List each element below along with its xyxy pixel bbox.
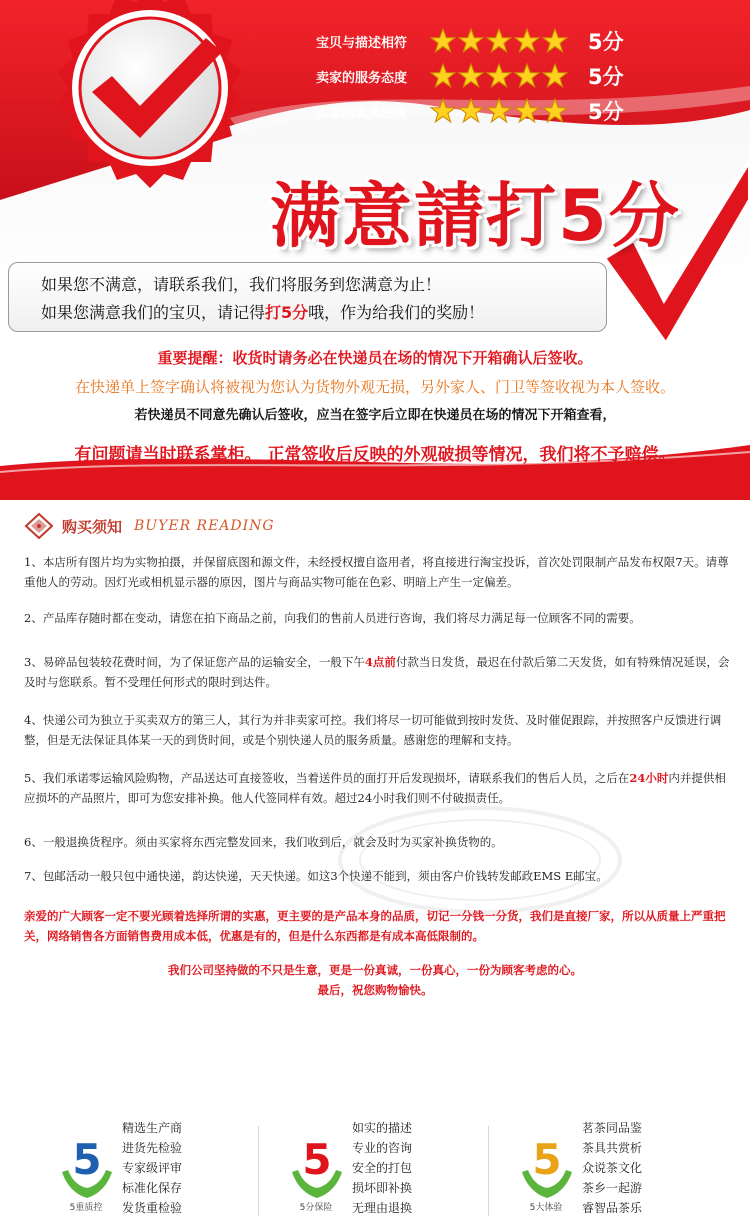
buyer-reading-section [0, 500, 750, 1215]
hands-five-icon [520, 1132, 574, 1200]
badge-item: 专家级评审 [122, 1161, 183, 1175]
notice-inspection: 若快递员不同意先确认后签收，应当在签字后立即在快递员在场的情况下开箱查看， [134, 408, 616, 423]
item-highlight: 4点前 [364, 655, 396, 669]
badge-item: 专业的咨询 [352, 1141, 413, 1155]
slogan-heading: 满意請打5分 [270, 175, 681, 257]
star-icon [486, 63, 512, 89]
item-text: 3、易碎品包装较花费时间，为了保证您产品的运输安全，一般下午 [24, 655, 365, 669]
notice-contact: 有问题请当时联系掌柜。 正常签收后反映的外观破损等情况，我们将不予赔偿。 [74, 445, 676, 465]
reading-item-3 [24, 652, 730, 692]
badge-list [582, 1118, 642, 1218]
star-rating [430, 98, 568, 124]
service-badges [40, 1116, 720, 1216]
notice-signature: 在快递单上签字确认将被视为您认为货物外观无损，另外家人、门卫等签收视为本人签收。 [74, 378, 675, 396]
badge-item: 睿智品茶乐 [582, 1201, 643, 1215]
badge-item: 茶乡一起游 [582, 1181, 643, 1195]
reading-item-7: 7、包邮活动一般只包中通快递，韵达快递，天天快递。如这3个快递不能到，须由客户价钱转发邮政EMS E邮宝。 [24, 869, 608, 883]
rating-banner [0, 0, 750, 500]
message-line-1: 如果您不满意，请联系我们，我们将服务到您满意为止！ [41, 275, 442, 294]
ornament-icon [24, 512, 54, 540]
badge-insurance [270, 1116, 490, 1216]
badge-item: 标准化保存 [122, 1181, 183, 1195]
star-icon [514, 28, 540, 54]
badge-item: 茶具共赏析 [582, 1141, 643, 1155]
badge-list [122, 1118, 182, 1218]
rating-score: 5分 [588, 65, 624, 89]
badge-item: 无理由退换 [352, 1201, 413, 1215]
star-icon [486, 98, 512, 124]
star-icon [430, 98, 456, 124]
item-text: 5、我们承诺零运输风险购物，产品送达可直接签收，当着送件员的面打开后发现损坏，请联系我们的售后人员，之后在 [24, 771, 630, 785]
message-text: 哦，作为给我们的奖励！ [308, 303, 485, 322]
star-icon [458, 63, 484, 89]
badge-item: 发货重检验 [122, 1201, 183, 1215]
badge-item: 如实的描述 [352, 1121, 413, 1135]
badge-caption: 5大体验 [529, 1203, 563, 1213]
badge-quality [40, 1116, 260, 1216]
star-icon [542, 63, 568, 89]
svg-text:5: 5 [302, 1135, 332, 1184]
message-highlight: 打5分 [265, 303, 309, 322]
badge-experience [500, 1116, 720, 1216]
hands-five-icon [60, 1132, 114, 1200]
star-icon [514, 63, 540, 89]
star-icon [458, 98, 484, 124]
rating-label: 宝贝与描述相符 [316, 35, 408, 51]
reading-title: 购买须知 [62, 517, 123, 536]
rating-score: 5分 [588, 100, 624, 124]
message-box [8, 262, 607, 332]
reading-item-5 [24, 768, 730, 808]
notice-important: 重要提醒：收货时请务必在快递员在场的情况下开箱确认后签收。 [157, 349, 593, 367]
badge-item: 安全的打包 [352, 1161, 413, 1175]
star-rating [430, 28, 568, 54]
badge-caption: 5分保险 [299, 1203, 333, 1213]
star-icon [542, 98, 568, 124]
reading-subtitle: BUYER READING [134, 518, 275, 534]
closing-line-3: 最后，祝您购物愉快。 [317, 983, 433, 997]
reading-item-6: 6、一般退换货程序。须由买家将东西完整发回来，我们收到后，就会及时为买家补换货物的。 [24, 835, 503, 849]
rating-label: 卖家的发货速度 [316, 105, 408, 121]
rating-row-shipping [316, 96, 624, 126]
badge-item: 损坏即补换 [352, 1181, 413, 1195]
seal-watermark-icon [330, 800, 630, 920]
star-icon [486, 28, 512, 54]
rating-label: 卖家的服务态度 [316, 70, 408, 86]
star-icon [458, 28, 484, 54]
star-icon [542, 28, 568, 54]
badge-item: 进货先检验 [122, 1141, 183, 1155]
divider [488, 1126, 489, 1216]
message-text: 如果您满意我们的宝贝，请记得 [41, 303, 266, 322]
badge-item: 精选生产商 [122, 1121, 183, 1135]
item-highlight: 24小时 [629, 771, 669, 785]
badge-caption: 5重质控 [69, 1203, 103, 1213]
divider [258, 1126, 259, 1216]
reading-header [24, 512, 275, 540]
star-rating [430, 63, 568, 89]
item-text: 付款当日发货，最迟在付款后第二天发货，如有特殊情况延误，会及时与您联系。暂不受理任何形式的限时到达件。 [24, 655, 730, 689]
badge-item: 众说茶文化 [582, 1161, 643, 1175]
reading-item-1: 1、本店所有图片均为实物拍摄，并保留底图和源文件，未经授权擅自盗用者，将直接进行淘宝投诉，首次处罚限制产品发布权限7天。请尊重他人的劳动。因灯光或相机显示器的原因，图片与商品实物可能在色彩、明暗上产生一定偏差。 [24, 555, 729, 589]
svg-text:5: 5 [72, 1135, 102, 1184]
star-icon [514, 98, 540, 124]
svg-text:5: 5 [532, 1135, 562, 1184]
rating-row-description [316, 26, 624, 56]
item-text: 内并提供相应损坏的产品照片，即可为您安排补换。他人代签同样有效。超过24小时我们则不付破损责任。 [24, 771, 726, 805]
reading-item-2: 2、产品库存随时都在变动，请您在拍下商品之前，向我们的售前人员进行咨询，我们将尽力满足每一位顾客不同的需要。 [24, 611, 641, 625]
star-icon [430, 63, 456, 89]
closing-paragraph: 亲爱的广大顾客一定不要光顾着选择所谓的实惠，更主要的是产品本身的品质，切记一分钱一分货，我们是直接厂家，所以从质量上严重把关，网络销售各方面销售费用成本低，优惠是有的，但是什么东西都是有成本高低限制的。 [24, 909, 726, 943]
star-icon [430, 28, 456, 54]
reading-item-4: 4、快递公司为独立于买卖双方的第三人，其行为并非卖家可控。我们将尽一切可能做到按时发货、及时催促跟踪，并按照客户反馈进行调整，但是无法保证具体某一天的到货时间，或是个别快递人员的服务质量。感谢您的理解和支持。 [24, 713, 722, 747]
badge-item: 茗茶同品鉴 [582, 1121, 643, 1135]
hands-five-icon [290, 1132, 344, 1200]
closing-line-2: 我们公司坚持做的不只是生意，更是一份真诚，一份真心，一份为顾客考虑的心。 [168, 963, 582, 977]
badge-list [352, 1118, 412, 1218]
rating-row-service [316, 61, 624, 91]
rating-score: 5分 [588, 30, 624, 54]
message-line-2 [41, 300, 484, 323]
